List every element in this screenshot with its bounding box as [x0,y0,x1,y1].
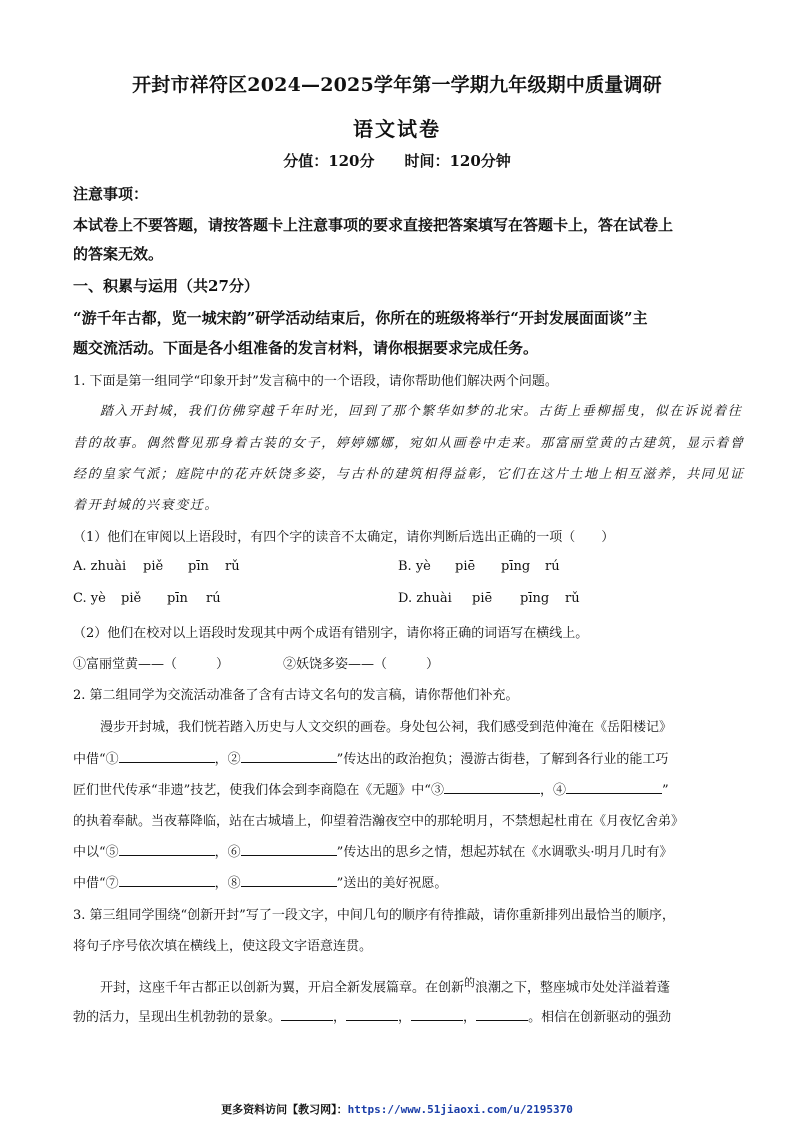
q2-line-5-a: 中以“⑤ [73,845,119,860]
q3-sep-3: ， [463,1010,477,1025]
q2-stem: 2. 第二组同学为交流活动准备了含有古诗文名句的发言稿，请你帮他们补充。 [73,688,519,703]
q3-sep-2: ， [398,1010,412,1025]
notice-line-2: 的答案无效。 [73,245,164,263]
option-c-pinyin-3: rú [206,591,221,606]
option-c[interactable] [73,591,221,606]
q3-p2-a: 勃的活力，呈现出生机勃勃的景象。 [73,1010,282,1025]
option-d-pinyin-2: pīng [520,591,550,606]
q3-stem-2: 将句子序号依次填在横线上，使这段文字语意连贯。 [73,939,373,954]
q2-line-3-a: 匠们世代传承“非遗”技艺，使我们体会到李商隐在《无题》中“③ [73,783,444,798]
q2-line-5-c: ”传达出的思乡之情，想起苏轼在《水调歌头·明月几时有》 [336,845,673,860]
q1-fix-2[interactable]: ②妖饶多姿——（ ） [283,657,440,672]
q2-line-3 [73,779,669,798]
q1-sub-2: （2）他们在校对以上语段时发现其中两个成语有错别字，请你将正确的词语写在横线上。 [73,626,589,641]
option-b-pinyin-3: rú [545,559,560,574]
section-1-heading: 一、积累与运用（共27分） [73,277,259,295]
option-d-pinyin-1: piē [472,591,493,606]
q1-passage-line-4: 着开封城的兴衰变迁。 [73,498,220,513]
footer-prefix: 更多资料访问【教习网】： [221,1103,348,1116]
q2-line-2 [73,748,668,767]
q2-line-4: 的执着奉献。当夜幕降临，站在古城墙上，仰望着浩瀚夜空中的那轮明月，不禁想起杜甫在《月夜忆舍弟》 [73,814,685,829]
q3-p1-b: 浪潮之下，整座城市处处洋溢着蓬 [475,980,671,996]
option-a-label: A. zhuài [73,559,127,574]
q1-stem: 1. 下面是第一组同学“印象开封”发言稿中的一个语段，请你帮助他们解决两个问题。 [73,374,558,389]
blank-5[interactable] [119,841,215,856]
q2-line-6-a: 中借“⑦ [73,876,119,891]
option-c-pinyin-2: pīn [167,591,188,606]
q2-line-2-c: ”传达出的政治抱负；漫游古街巷，了解到各行业的能工巧 [336,752,669,767]
exam-subtitle: 语文试卷 [353,117,441,141]
q1-passage-line-3: 经的皇家气派；庭院中的花卉妖饶多姿，与古朴的建筑相得益彰，它们在这片土地上相互滋养，共同见证 [73,467,745,482]
q3-p2-b: 。相信在创新驱动的强劲 [528,1010,672,1025]
q2-line-6-b: ，⑧ [214,876,241,891]
q1-passage-line-1: 踏入开封城，我们仿佛穿越千年时光，回到了那个繁华如梦的北宋。古街上垂柳摇曳，似在诉说着往 [100,404,743,419]
q2-line-1: 漫步开封城，我们恍若踏入历史与人文交织的画卷。身处包公祠，我们感受到范仲淹在《岳阳楼记》 [100,720,673,735]
order-blank-2[interactable] [346,1006,398,1021]
blank-4[interactable] [566,779,662,794]
footer-link[interactable]: https://www.51jiaoxi.com/u/2195370 [347,1103,573,1116]
option-a-pinyin-2: pīn [188,559,209,574]
q3-stem-1: 3. 第三组同学围绕“创新开封”写了一段文字，中间几句的顺序有待推敲，请你重新排列出最恰当的顺序， [73,908,675,923]
q2-line-6 [73,872,447,891]
blank-3[interactable] [444,779,540,794]
option-b-pinyin-1: piē [455,559,476,574]
order-blank-4[interactable] [476,1006,528,1021]
option-c-pinyin-1: piě [121,591,142,606]
exam-meta: 分值：120分 时间：120分钟 [283,152,511,170]
option-d-label: D. zhuài [398,591,452,606]
option-b-pinyin-2: pīng [501,559,531,574]
blank-1[interactable] [119,748,215,763]
q2-line-2-a: 中借“① [73,752,119,767]
option-a-pinyin-3: rǔ [225,559,240,574]
option-a[interactable] [73,559,240,574]
blank-8[interactable] [241,872,337,887]
option-d[interactable] [398,591,580,606]
q3-sep-1: ， [333,1010,347,1025]
q2-line-5-b: ，⑥ [214,845,241,860]
blank-2[interactable] [241,748,337,763]
q1-fix-1[interactable]: ①富丽堂黄——（ ） [73,657,230,672]
page-footer [0,1101,794,1117]
option-a-pinyin-1: piě [143,559,164,574]
notice-line-1: 本试卷上不要答题，请按答题卡上注意事项的要求直接把答案填写在答题卡上，答在试卷上 [73,216,674,234]
order-blank-1[interactable] [281,1006,333,1021]
section-1-intro-1: “游千年古都，览一城宋韵”研学活动结束后，你所在的班级将举行“开封发展面面谈”主 [73,309,648,327]
q3-passage-line-2 [73,1006,671,1025]
q2-line-3-c: ” [661,783,669,798]
q1-sub-1: （1）他们在审阅以上语段时，有四个字的读音不太确定，请你判断后选出正确的一项（ ） [73,530,615,545]
section-1-intro-2: 题交流活动。下面是各小组准备的发言材料，请你根据要求完成任务。 [73,339,539,357]
option-d-pinyin-3: rǔ [565,591,580,606]
q2-line-3-b: ，④ [539,783,566,798]
q2-line-2-b: ，② [214,752,241,767]
q2-line-5 [73,841,672,860]
order-blank-3[interactable] [411,1006,463,1021]
q1-passage-line-2: 昔的故事。偶然瞥见那身着古装的女子，婷婷娜娜，宛如从画卷中走来。那富丽堂黄的古建筑，显示着曾 [73,436,745,451]
q3-p1-a: 开封，这座千年古都正以创新为翼，开启全新发展篇章。在创新 [100,980,465,996]
notice-heading: 注意事项： [73,185,149,203]
option-b[interactable] [398,559,560,574]
option-b-label: B. yè [398,559,431,574]
q3-p1-sup: 的 [464,976,476,989]
blank-7[interactable] [119,872,215,887]
q3-passage-line-1 [100,974,670,995]
q2-line-6-c: ”送出的美好祝愿。 [336,876,448,891]
exam-title: 开封市祥符区2024—2025学年第一学期九年级期中质量调研 [132,74,662,96]
option-c-label: C. yè [73,591,106,606]
blank-6[interactable] [241,841,337,856]
